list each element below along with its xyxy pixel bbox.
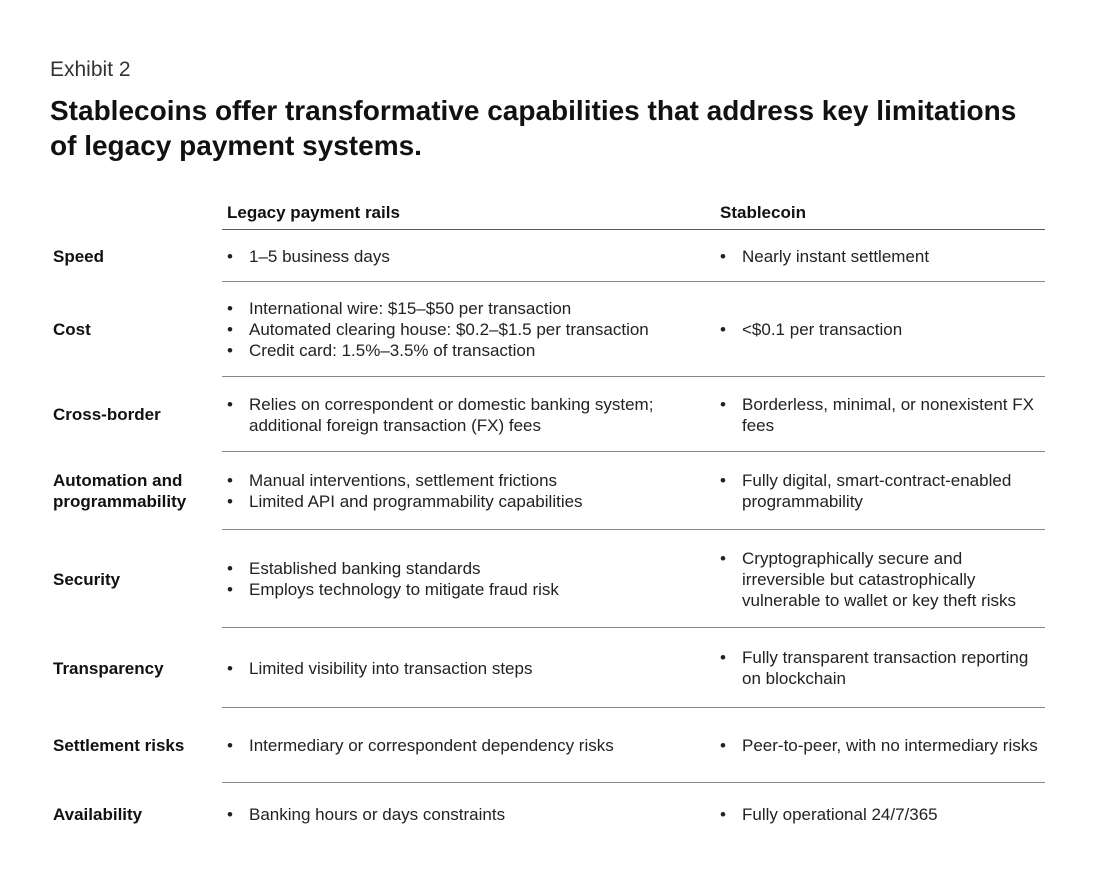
table-header <box>50 195 1045 230</box>
bullet-icon: • <box>227 559 233 578</box>
exhibit-number: Exhibit 2 <box>50 58 131 81</box>
bullet-icon: • <box>720 548 726 568</box>
bullet-icon: • <box>227 299 233 318</box>
bullet-icon: • <box>227 580 233 599</box>
stablecoin-cell <box>720 230 1040 282</box>
item-text: Fully operational 24/7/365 <box>742 804 938 824</box>
item-text: 1–5 business days <box>249 246 390 266</box>
list-item <box>227 658 707 679</box>
stablecoin-cell <box>720 530 1040 628</box>
bullet-icon: • <box>720 471 726 490</box>
list-item <box>720 735 1040 756</box>
list-item <box>227 319 707 340</box>
item-text: Peer-to-peer, with no intermediary risks <box>742 736 1038 755</box>
table-row-security <box>50 530 1045 628</box>
stablecoin-cell <box>720 452 1040 530</box>
legacy-cell <box>227 530 707 628</box>
legacy-cell <box>227 708 707 783</box>
row-label: Cross-border <box>53 405 161 424</box>
table-row-automation <box>50 452 1045 530</box>
row-label: Automation and programmability <box>53 471 187 511</box>
bullet-icon: • <box>720 320 726 339</box>
stablecoin-cell <box>720 708 1040 783</box>
list-item <box>720 470 1040 512</box>
bullet-icon: • <box>227 736 233 755</box>
bullet-icon: • <box>227 246 233 266</box>
row-label: Cost <box>53 320 91 339</box>
bullet-icon: • <box>227 471 233 490</box>
legacy-cell <box>227 282 707 377</box>
bullet-icon: • <box>720 736 726 755</box>
item-text: Employs technology to mitigate fraud risk <box>249 580 559 599</box>
item-text: Intermediary or correspondent dependency risks <box>249 736 614 755</box>
bullet-icon: • <box>720 394 726 414</box>
bullet-icon: • <box>227 394 233 414</box>
item-text: Nearly instant settlement <box>742 246 930 266</box>
bullet-icon: • <box>227 658 233 678</box>
table-row-speed <box>50 230 1045 282</box>
row-label: Availability <box>53 804 143 824</box>
item-text: Limited API and programmability capabilities <box>249 492 583 511</box>
item-text: Banking hours or days constraints <box>249 804 506 824</box>
legacy-cell <box>227 230 707 282</box>
item-text: Credit card: 1.5%–3.5% of transaction <box>249 341 536 360</box>
item-text: Cryptographically secure and irreversible but catastrophically vulnerable to wallet or key theft risks <box>742 548 1017 610</box>
item-text: <$0.1 per transaction <box>742 320 903 339</box>
stablecoin-cell <box>720 377 1040 452</box>
legacy-cell <box>227 377 707 452</box>
item-text: Automated clearing house: $0.2–$1.5 per transaction <box>249 320 649 339</box>
list-item <box>227 340 707 361</box>
bullet-icon: • <box>227 804 233 824</box>
table-row-transparency <box>50 628 1045 708</box>
list-item <box>227 579 707 600</box>
list-item <box>720 647 1040 689</box>
stablecoin-cell <box>720 783 1040 845</box>
list-item <box>227 470 707 491</box>
legacy-cell <box>227 783 707 845</box>
item-text: Limited visibility into transaction steps <box>249 658 533 678</box>
column-header-legacy: Legacy payment rails <box>227 203 400 222</box>
list-item <box>227 298 707 319</box>
comparison-table <box>50 195 1045 845</box>
list-item <box>227 394 707 436</box>
list-item <box>720 804 1040 825</box>
bullet-icon: • <box>720 648 726 667</box>
table-row-availability <box>50 783 1045 845</box>
table-row-cross-border <box>50 377 1045 452</box>
list-item <box>227 735 707 756</box>
item-text: Established banking standards <box>249 559 481 578</box>
row-label: Speed <box>53 246 105 266</box>
list-item <box>227 491 707 512</box>
list-item <box>720 394 1040 436</box>
item-text: Manual interventions, settlement frictions <box>249 471 558 490</box>
bullet-icon: • <box>720 804 726 824</box>
legacy-cell <box>227 628 707 708</box>
list-item <box>720 548 1040 611</box>
table-row-cost <box>50 282 1045 377</box>
exhibit-title: Stablecoins offer transformative capabilities that address key limitations of legacy payment systems. <box>50 95 1017 161</box>
bullet-icon: • <box>720 246 726 266</box>
column-header-stablecoin: Stablecoin <box>720 203 806 222</box>
table-row-settlement-risks <box>50 708 1045 783</box>
stablecoin-cell <box>720 282 1040 377</box>
item-text: Fully digital, smart-contract-enabled programmability <box>742 471 1012 511</box>
row-label: Transparency <box>53 658 164 678</box>
row-label: Settlement risks <box>53 736 185 755</box>
stablecoin-cell <box>720 628 1040 708</box>
legacy-cell <box>227 452 707 530</box>
list-item <box>227 246 707 267</box>
item-text: International wire: $15–$50 per transaction <box>249 299 572 318</box>
list-item <box>720 246 1040 267</box>
list-item <box>720 319 1040 340</box>
bullet-icon: • <box>227 320 233 339</box>
item-text: Relies on correspondent or domestic banking system; additional foreign transaction (FX) fees <box>249 394 654 435</box>
item-text: Borderless, minimal, or nonexistent FX fees <box>742 394 1034 435</box>
bullet-icon: • <box>227 341 233 360</box>
list-item <box>227 558 707 579</box>
list-item <box>227 804 707 825</box>
row-label: Security <box>53 569 121 589</box>
bullet-icon: • <box>227 492 233 511</box>
item-text: Fully transparent transaction reporting on blockchain <box>742 648 1029 688</box>
